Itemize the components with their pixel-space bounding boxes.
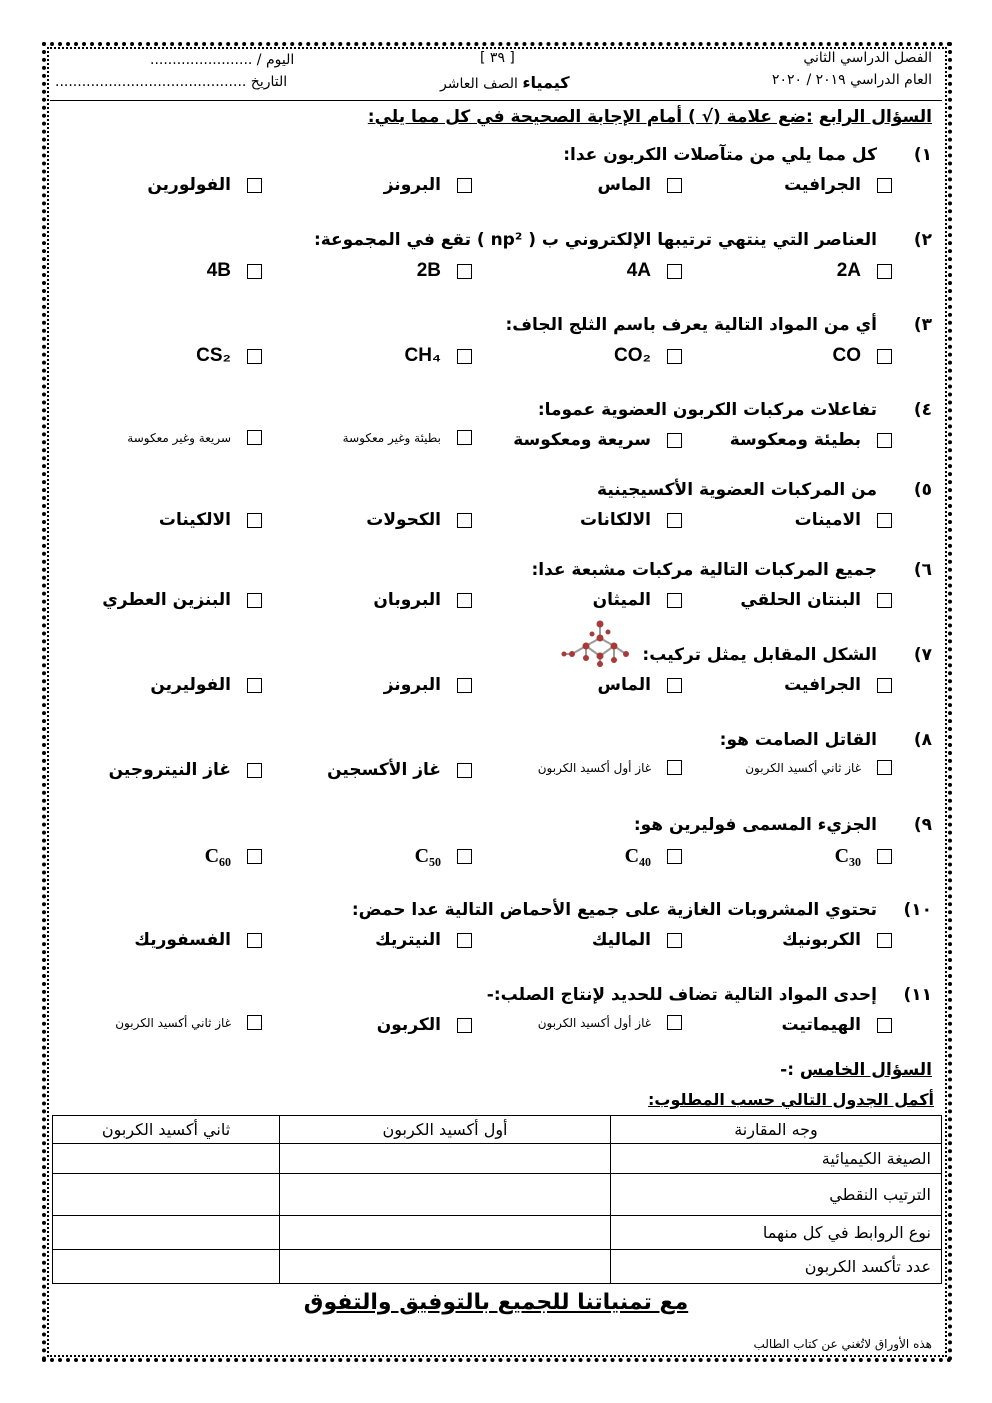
checkbox[interactable] xyxy=(667,1015,682,1030)
option-label: غاز ثاني أكسيد الكربون xyxy=(745,760,861,775)
answer-option[interactable] xyxy=(782,1015,892,1035)
answer-option[interactable] xyxy=(147,175,262,195)
answer-option[interactable] xyxy=(205,845,262,868)
day-field: اليوم / ....................... xyxy=(150,52,295,68)
header-co2: ثاني أكسيد الكربون xyxy=(53,1116,280,1144)
answer-option[interactable] xyxy=(592,930,682,950)
row-label-formula: الصيغة الكيميائية xyxy=(611,1144,942,1174)
option-label: C₄₀ xyxy=(624,845,651,867)
checkbox[interactable] xyxy=(667,264,682,279)
answer-option[interactable] xyxy=(598,175,682,195)
checkbox[interactable] xyxy=(247,849,262,864)
checkbox[interactable] xyxy=(877,678,892,693)
option-label: الفوليرين xyxy=(150,675,231,695)
checkbox[interactable] xyxy=(667,433,682,448)
year-label: العام الدراسي ٢٠١٩ / ٢٠٢٠ xyxy=(771,72,932,88)
option-label: البروبان xyxy=(373,590,441,610)
option-label: الكربونيك xyxy=(782,930,861,950)
option-label: غاز النيتروجين xyxy=(108,760,231,780)
answer-option[interactable] xyxy=(375,930,472,950)
row-label-bond-type: نوع الروابط في كل منهما xyxy=(611,1216,942,1250)
closing-wish: مع تمنياتنا للجميع بالتوفيق والتفوق xyxy=(303,1290,689,1315)
option-label: الكربون xyxy=(376,1015,441,1035)
checkbox[interactable] xyxy=(667,678,682,693)
cell-co-oxidation[interactable] xyxy=(280,1250,611,1284)
cell-co2-formula[interactable] xyxy=(53,1144,280,1174)
question-number: ٢) xyxy=(913,230,932,250)
answer-option[interactable] xyxy=(538,1015,682,1030)
comparison-table xyxy=(52,1115,942,1284)
answer-option[interactable] xyxy=(730,430,892,450)
option-label: الماليك xyxy=(591,930,651,950)
question-text: إحدى المواد التالية تضاف للحديد لإنتاج الصلب:- xyxy=(486,985,877,1005)
option-label: الماس xyxy=(597,175,651,195)
answer-option[interactable] xyxy=(837,260,892,282)
question-item xyxy=(112,815,932,895)
question5-title xyxy=(780,1060,932,1080)
answer-option[interactable] xyxy=(327,760,472,780)
question-item xyxy=(112,400,932,480)
checkbox[interactable] xyxy=(247,264,262,279)
checkbox[interactable] xyxy=(457,849,472,864)
answer-option[interactable] xyxy=(415,845,472,868)
subject-label: كيمياء xyxy=(522,73,570,92)
checkbox[interactable] xyxy=(877,264,892,279)
option-label: الفولورين xyxy=(147,175,231,195)
option-label: بطيئة وغير معكوسة xyxy=(342,430,441,445)
question-number: ٣) xyxy=(913,315,932,335)
answer-option[interactable] xyxy=(207,260,262,282)
answer-option[interactable] xyxy=(784,675,892,695)
answer-option[interactable] xyxy=(598,675,682,695)
cell-co2-bonds[interactable] xyxy=(53,1216,280,1250)
question5-label: السؤال الخامس xyxy=(799,1060,932,1080)
checkbox[interactable] xyxy=(247,678,262,693)
answer-option[interactable] xyxy=(373,590,472,610)
answer-option[interactable] xyxy=(384,175,472,195)
answer-option[interactable] xyxy=(782,930,892,950)
answer-option[interactable] xyxy=(196,345,262,367)
answer-option[interactable] xyxy=(627,260,682,282)
option-label: البرونز xyxy=(383,175,441,195)
checkbox[interactable] xyxy=(247,430,262,445)
option-label: الفسفوريك xyxy=(134,930,231,950)
option-label: CO xyxy=(832,345,861,366)
option-label: الالكانات xyxy=(580,510,651,530)
row-label-dot-structure: الترتيب النقطي xyxy=(611,1174,942,1216)
answer-option[interactable] xyxy=(417,260,472,282)
question-text: تفاعلات مركبات الكربون العضوية عموما: xyxy=(537,400,877,420)
question-item xyxy=(112,315,932,395)
option-label: 4B xyxy=(206,260,231,281)
checkbox[interactable] xyxy=(667,933,682,948)
cell-co-dot[interactable] xyxy=(280,1174,611,1216)
cell-co2-oxidation[interactable] xyxy=(53,1250,280,1284)
option-label: غاز ثاني أكسيد الكربون xyxy=(115,1015,231,1030)
answer-option[interactable] xyxy=(784,175,892,195)
question-text: تحتوي المشروبات الغازية على جميع الأحماض التالية عدا حمض: xyxy=(351,900,877,920)
checkbox[interactable] xyxy=(667,849,682,864)
answer-option[interactable] xyxy=(833,345,893,367)
checkbox[interactable] xyxy=(247,1015,262,1030)
question-number: ١) xyxy=(913,145,932,165)
checkbox[interactable] xyxy=(877,433,892,448)
question-number: ١١) xyxy=(903,985,932,1005)
answer-option[interactable] xyxy=(538,760,682,775)
answer-option[interactable] xyxy=(745,760,892,775)
option-label: النيتريك xyxy=(375,930,441,950)
option-label: الكحولات xyxy=(366,510,441,530)
answer-option[interactable] xyxy=(593,590,682,610)
header-co: أول أكسيد الكربون xyxy=(280,1116,611,1144)
subject-grade xyxy=(440,73,570,92)
option-label: غاز أول أكسيد الكربون xyxy=(537,1015,651,1030)
checkbox[interactable] xyxy=(877,349,892,364)
option-label: 2A xyxy=(836,260,861,281)
answer-option[interactable] xyxy=(134,930,262,950)
checkbox[interactable] xyxy=(457,1018,472,1033)
question-number: ٨) xyxy=(913,730,932,750)
answer-option[interactable] xyxy=(835,845,892,868)
option-label: الالكينات xyxy=(158,510,231,530)
checkbox[interactable] xyxy=(457,513,472,528)
date-field: التاريخ ........................................... xyxy=(55,74,288,90)
option-label: البرونز xyxy=(383,675,441,695)
answer-option[interactable] xyxy=(625,845,682,868)
checkbox[interactable] xyxy=(667,760,682,775)
question-number: ٩) xyxy=(913,815,932,835)
answer-option[interactable] xyxy=(109,760,262,780)
checkbox[interactable] xyxy=(247,513,262,528)
checkbox[interactable] xyxy=(247,349,262,364)
checkbox[interactable] xyxy=(877,513,892,528)
checkbox[interactable] xyxy=(877,760,892,775)
option-label: البنتان الحلقي xyxy=(740,590,861,610)
answer-option[interactable] xyxy=(343,430,472,445)
question-number: ٧) xyxy=(913,645,932,665)
answer-option[interactable] xyxy=(614,345,682,367)
option-label: C₆₀ xyxy=(204,845,231,867)
answer-option[interactable] xyxy=(127,430,262,445)
answer-option[interactable] xyxy=(384,675,472,695)
checkbox[interactable] xyxy=(667,349,682,364)
question-item xyxy=(112,645,932,725)
question-text: العناصر التي ينتهي ترتيبها الإلكتروني ب ( np² ) تقع في المجموعة: xyxy=(313,230,877,250)
option-label: الميثان xyxy=(592,590,651,610)
question-item xyxy=(112,230,932,310)
question4-instruction: :ضع علامة (√ ) أمام الإجابة الصحيحة في كل مما يلي: xyxy=(367,107,813,127)
option-label: سريعة ومعكوسة xyxy=(513,430,651,450)
option-label: 4A xyxy=(626,260,651,281)
answer-option[interactable] xyxy=(405,345,473,367)
checkbox[interactable] xyxy=(457,264,472,279)
footnote: هذه الأوراق لاتُغني عن كتاب الطالب xyxy=(753,1337,932,1351)
checkbox[interactable] xyxy=(457,763,472,778)
page-number: [ ٣٩ ] xyxy=(480,50,515,66)
question-text: الجزيء المسمى فوليرين هو: xyxy=(633,815,877,835)
question-text: من المركبات العضوية الأكسيجينية xyxy=(597,480,877,500)
answer-option[interactable] xyxy=(580,510,682,530)
checkbox[interactable] xyxy=(457,349,472,364)
question4-label: السؤال الرابع xyxy=(818,107,932,127)
checkbox[interactable] xyxy=(667,513,682,528)
header-compare: وجه المقارنة xyxy=(611,1116,942,1144)
option-label: الجرافيت xyxy=(784,175,861,195)
answer-option[interactable] xyxy=(150,675,262,695)
option-label: 2B xyxy=(416,260,441,281)
diamond-structure-image xyxy=(560,618,632,668)
question5-instruction: أكمل الجدول التالي حسب المطلوب: xyxy=(648,1090,934,1109)
cell-co2-dot[interactable] xyxy=(53,1174,280,1216)
question-number: ١٠) xyxy=(903,900,932,920)
answer-option[interactable] xyxy=(795,510,892,530)
question-text: القاتل الصامت هو: xyxy=(719,730,877,750)
option-label: CO₂ xyxy=(614,345,651,366)
option-label: CS₂ xyxy=(196,345,231,366)
checkbox[interactable] xyxy=(457,933,472,948)
answer-option[interactable] xyxy=(740,590,892,610)
checkbox[interactable] xyxy=(247,593,262,608)
answer-option[interactable] xyxy=(159,510,262,530)
answer-option[interactable] xyxy=(377,1015,472,1035)
checkbox[interactable] xyxy=(877,178,892,193)
option-label: C₃₀ xyxy=(834,845,861,867)
semester-label: الفصل الدراسي الثاني xyxy=(803,50,932,66)
checkbox[interactable] xyxy=(457,178,472,193)
answer-option[interactable] xyxy=(115,1015,262,1030)
answer-option[interactable] xyxy=(366,510,472,530)
question-item xyxy=(108,730,932,810)
option-label: الماس xyxy=(597,675,651,695)
question-number: ٥) xyxy=(913,480,932,500)
checkbox[interactable] xyxy=(247,178,262,193)
header-divider xyxy=(50,100,942,101)
option-label: سريعة وغير معكوسة xyxy=(127,430,231,445)
option-label: الجرافيت xyxy=(784,675,861,695)
question5-suffix: :- xyxy=(780,1060,794,1080)
checkbox[interactable] xyxy=(667,178,682,193)
option-label: C₅₀ xyxy=(414,845,441,867)
checkbox[interactable] xyxy=(877,1018,892,1033)
option-label: البنزين العطري xyxy=(102,590,231,610)
checkbox[interactable] xyxy=(247,933,262,948)
checkbox[interactable] xyxy=(457,593,472,608)
checkbox[interactable] xyxy=(877,849,892,864)
grade-label: الصف العاشر xyxy=(440,76,518,92)
option-label: الامينات xyxy=(794,510,861,530)
checkbox[interactable] xyxy=(457,430,472,445)
answer-option[interactable] xyxy=(513,430,682,450)
question-number: ٤) xyxy=(913,400,932,420)
checkbox[interactable] xyxy=(667,593,682,608)
question-text: جميع المركبات التالية مركبات مشبعة عدا: xyxy=(531,560,877,580)
checkbox[interactable] xyxy=(457,678,472,693)
checkbox[interactable] xyxy=(877,593,892,608)
question-number: ٦) xyxy=(913,560,932,580)
answer-option[interactable] xyxy=(102,590,262,610)
option-label: الهيماتيت xyxy=(781,1015,861,1035)
row-label-oxidation: عدد تأكسد الكربون xyxy=(611,1250,942,1284)
question-text: الشكل المقابل يمثل تركيب: xyxy=(642,645,877,665)
question-item xyxy=(112,145,932,225)
question-item xyxy=(112,985,932,1065)
cell-co-bonds[interactable] xyxy=(280,1216,611,1250)
question-text: كل مما يلي من متآصلات الكربون عدا: xyxy=(563,145,877,165)
question-item xyxy=(112,480,932,560)
question-item xyxy=(102,560,932,640)
option-label: بطيئة ومعكوسة xyxy=(729,430,861,450)
option-label: CH₄ xyxy=(404,345,441,366)
option-label: غاز الأكسجين xyxy=(327,760,441,780)
cell-co-formula[interactable] xyxy=(280,1144,611,1174)
option-label: غاز أول أكسيد الكربون xyxy=(537,760,651,775)
question4-title xyxy=(368,107,932,127)
checkbox[interactable] xyxy=(877,933,892,948)
question-text: أي من المواد التالية يعرف باسم الثلج الجاف: xyxy=(505,315,877,335)
question-item xyxy=(112,900,932,980)
checkbox[interactable] xyxy=(247,763,262,778)
